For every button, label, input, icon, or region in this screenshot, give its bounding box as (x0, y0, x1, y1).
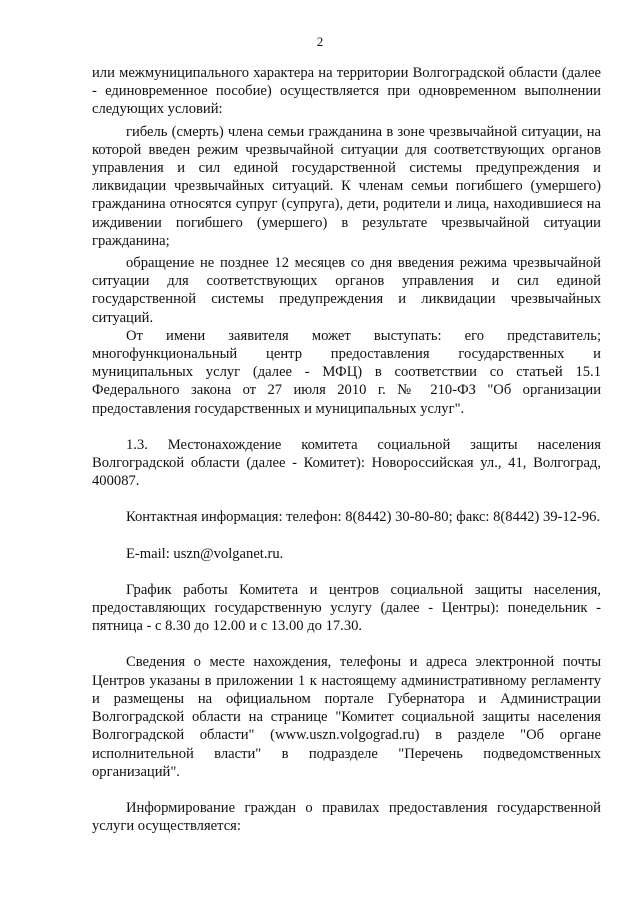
paragraph-contact-info: Контактная информация: телефон: 8(8442) 30-80-80; факс: 8(8442) 39-12-96. (126, 509, 601, 526)
document-body (92, 64, 601, 835)
paragraph-condition-deadline: обращение не позднее 12 месяцев со дня введения режима чрезвычайной ситуации для соответствующих органов управления и сил единой государственной системы предупреждения и ликвидации чрезвычайных ситуаций. (92, 255, 601, 326)
paragraph-centers-info: Сведения о месте нахождения, телефоны и адреса электронной почты Центров указаны в приложении 1 к настоящему административному регламенту и размещены на официальном портале Губернатора и Администрации Волгоградской области на странице "Комитет социальной защиты населения Волгоградской области" (www.uszn.volgograd.ru) в разделе "Об органе исполнительной власти" в подразделе "Перечень подведомственных организаций". (92, 654, 601, 780)
paragraph-email: E-mail: uszn@volganet.ru. (126, 545, 284, 562)
paragraph-condition-death: гибель (смерть) члена семьи гражданина в зоне чрезвычайной ситуации, на которой введен режим чрезвычайной ситуации для соответствующих органов управления и сил единой государственной системы предупреждения и ликвидации чрезвычайных ситуаций. К членам семьи погибшего (умершего) гражданина относятся супруг (супруга), дети, родители и лица, находившиеся на иждивении погибшего (умершего) в результате чрезвычайной ситуации гражданина; (92, 123, 601, 249)
page-number: 2 (316, 34, 324, 49)
paragraph-work-schedule: График работы Комитета и центров социальной защиты населения, предоставляющих государственную услугу (далее - Центры): понедельник - пятница - с 8.30 до 12.00 и с 13.00 до 17.30. (92, 581, 601, 635)
paragraph-committee-location: 1.3. Местонахождение комитета социальной защиты населения Волгоградской области (далее - Комитет): Новороссийская ул., 41, Волгоград, 400087. (92, 436, 601, 490)
paragraph-intro: или межмуниципального характера на территории Волгоградской области (далее - единовременное пособие) осуществляется при одновременном выполнении следующих условий: (92, 65, 601, 118)
paragraph-informing: Информирование граждан о правилах предоставления государственной услуги осуществляется: (92, 799, 601, 835)
paragraph-representative: От имени заявителя может выступать: его представитель; многофункциональный центр предоставления государственных и муниципальных услуг (далее - МФЦ) в соответствии со статьей 15.1 Федерального закона от 27 июля 2010 г. № 210-ФЗ "Об организации предоставления государственных и муниципальных услуг". (92, 327, 601, 417)
